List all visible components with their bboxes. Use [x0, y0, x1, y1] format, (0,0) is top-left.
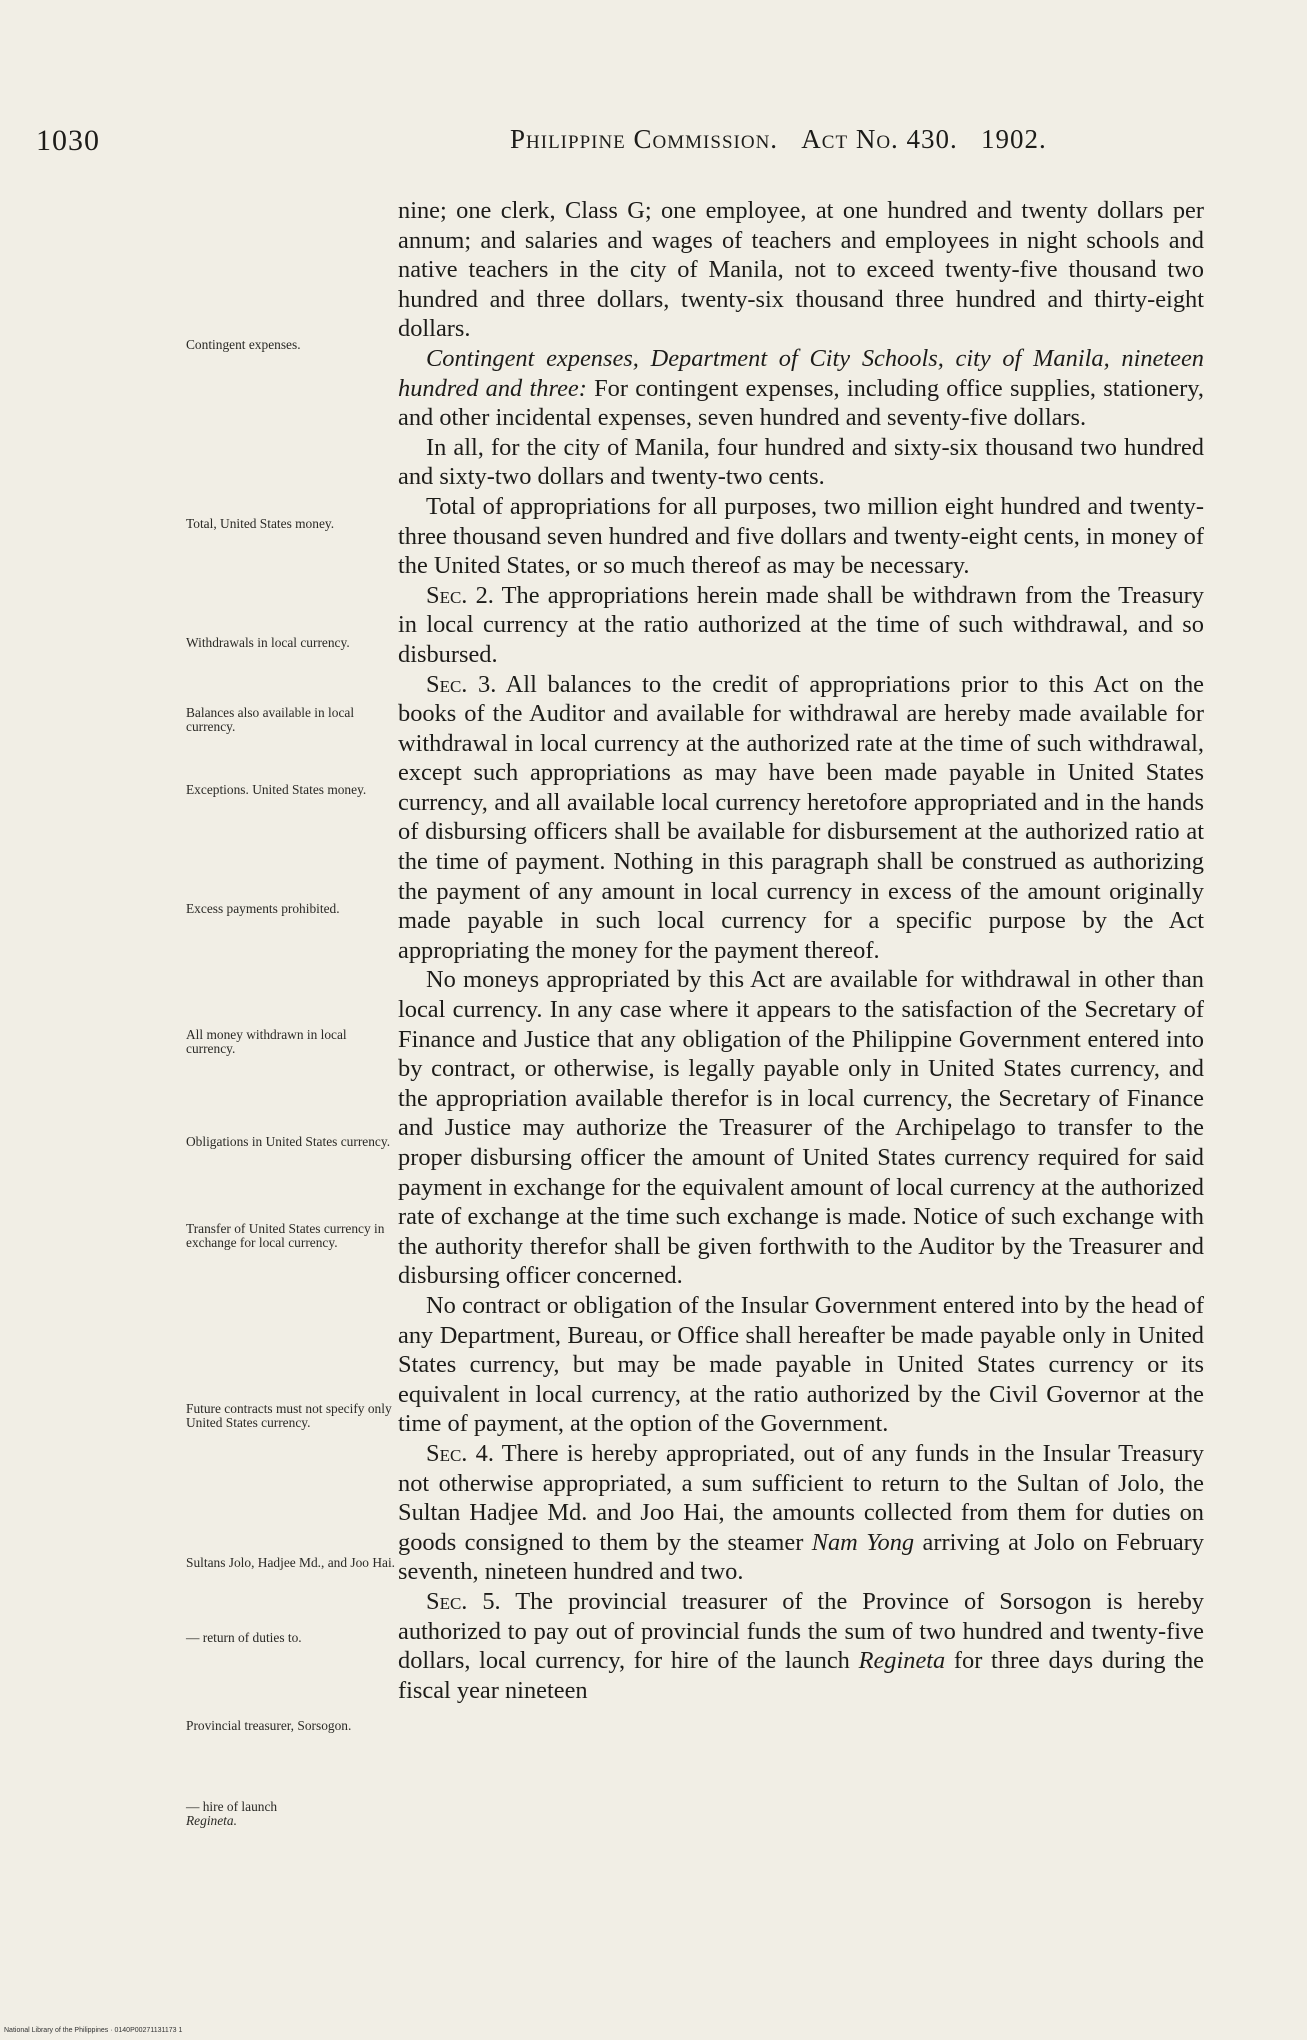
margin-note-excess: Excess payments prohibited. — [186, 901, 340, 916]
running-head-title: Philippine Commission. — [510, 124, 779, 154]
section-4-text-a: There is hereby appropriated, out of any funds in the Insular Treasury not otherwise appropriated, a sum sufficient to return to the Sultan of Jolo, the Sultan Hadjee Md. and Joo Hai, the amounts collected from them for duties on goods consigned to them by the steamer — [398, 1439, 1204, 1556]
margin-note-all-money: All money withdrawn in local currency. — [186, 1027, 347, 1056]
margin-note-provincial: Provincial treasurer, Sorsogon. — [186, 1718, 352, 1733]
body-text — [398, 196, 1204, 1705]
section-4-label: Sec. 4. — [426, 1439, 494, 1467]
paragraph-total-appropriations: Total of appropriations for all purposes, two million eight hundred and twenty-three thousand seven hundred and five dollars and twenty-eight cents, in money of the United States, or so much thereof as may be necessary. — [398, 492, 1204, 580]
paragraph-section-2 — [398, 581, 1204, 670]
footer-scan-line: National Library of the Philippines · 0140P00271131173 1 — [4, 2027, 183, 2034]
paragraph-1: nine; one clerk, Class G; one employee, at one hundred and twenty dollars per annum; and salaries and wages of teachers and employees in night schools and native teachers in the city of Manila, not to exceed twenty-five thousand two hundred and three dollars, twenty-six thousand three hundred and thirty-eight dollars. — [398, 197, 1204, 343]
margin-note-hire-name: Regineta. — [186, 1813, 237, 1828]
section-5-text-b: for three days during the fiscal year nineteen — [398, 1647, 1204, 1704]
margin-note-transfer: Transfer of United States currency in exchange for local currency. — [186, 1221, 385, 1250]
paragraph-section-5 — [398, 1587, 1204, 1705]
margin-note-hire — [186, 1800, 396, 1828]
section-5-label: Sec. 5. — [426, 1587, 501, 1615]
margin-note-total: Total, United States money. — [186, 516, 335, 531]
running-head-year: 1902. — [981, 124, 1047, 154]
section-3-text: All balances to the credit of appropriations prior to this Act on the books of the Auditor and available for withdrawal are hereby made available for withdrawal in local currency at the authorized rate at the time of such withdrawal, except such appropriations as may have been made payable in United States currency, and all available local currency heretofore appropriated and in the hands of disbursing officers shall be available for disbursement at the authorized ratio at the time of payment. Nothing in this paragraph shall be construed as authorizing the payment of any amount in local currency in excess of the amount originally made payable in such local currency for a specific purpose by the Act appropriating the money for the payment thereof. — [398, 670, 1205, 964]
running-head — [510, 124, 1047, 155]
steamer-name: Nam Yong — [811, 1528, 915, 1556]
section-5-text-a: The provincial treasurer of the Province of Sorsogon is hereby authorized to pay out of provincial funds the sum of two hundred and twenty-five dollars, local currency, for hire of the launch — [398, 1587, 1204, 1675]
margin-note-sultans: Sultans Jolo, Hadjee Md., and Joo Hai. — [186, 1555, 396, 1570]
margin-note-obligations: Obligations in United States currency. — [186, 1134, 391, 1149]
section-2-label: Sec. 2. — [426, 581, 494, 609]
running-head-act: Act No. 430. — [801, 124, 958, 154]
margin-note-contingent: Contingent expenses. — [186, 337, 301, 352]
page-number: 1030 — [36, 124, 100, 157]
paragraph-future-contracts: No contract or obligation of the Insular Government entered into by the head of any Department, Bureau, or Office shall hereafter be made payable only in United States currency, but may be made payable in United States currency or its equivalent in local currency, at the ratio authorized by the Civil Governor at the time of payment, at the option of the Government. — [398, 1291, 1204, 1438]
margin-note-exceptions: Exceptions. United States money. — [186, 782, 367, 797]
launch-name: Regineta — [858, 1647, 946, 1675]
section-2-text: The appropriations herein made shall be withdrawn from the Treasury in local currency at the ratio authorized at the time of such withdrawal, and so disbursed. — [398, 581, 1204, 668]
section-4-text-b: arriving at Jolo on February seventh, nineteen hundred and two. — [398, 1528, 1204, 1586]
section-3-label: Sec. 3. — [426, 670, 497, 698]
margin-note-withdrawals: Withdrawals in local currency. — [186, 635, 350, 650]
paragraph-city-total: In all, for the city of Manila, four hundred and sixty-six thousand two hundred and sixty-two dollars and twenty-two cents. — [398, 433, 1204, 491]
margin-note-balances: Balances also available in local currency. — [186, 705, 355, 734]
margin-note-return-duties: — return of duties to. — [186, 1630, 302, 1645]
paragraph-contingent-text: For contingent expenses, including office supplies, stationery, and other incidental expenses, seven hundred and seventy-five dollars. — [398, 374, 1204, 432]
paragraph-local-currency: No moneys appropriated by this Act are available for withdrawal in other than local currency. In any case where it appears to the satisfaction of the Secretary of Finance and Justice that any obligation of the Philippine Government entered into by contract, or otherwise, is legally payable only in United States currency, and the appropriation available therefor is in local currency, the Secretary of Finance and Justice may authorize the Treasurer of the Archipelago to transfer to the proper disbursing officer the amount of United States currency required for said payment in exchange for the equivalent amount of local currency at the authorized rate of exchange at the time such exchange is made. Notice of such exchange with the authority therefor shall be given forthwith to the Auditor by the Treasurer and disbursing officer concerned. — [398, 966, 1204, 1290]
margin-note-future: Future contracts must not specify only United States currency. — [186, 1401, 392, 1430]
paragraph-contingent-title: Contingent expenses, Department of City Schools, city of Manila, nineteen hundred and three: — [398, 344, 1204, 402]
paragraph-section-3 — [398, 670, 1204, 966]
paragraph-section-4 — [398, 1439, 1204, 1587]
margin-note-hire-prefix: — hire of launch — [186, 1799, 278, 1814]
paragraph-contingent — [398, 344, 1204, 433]
